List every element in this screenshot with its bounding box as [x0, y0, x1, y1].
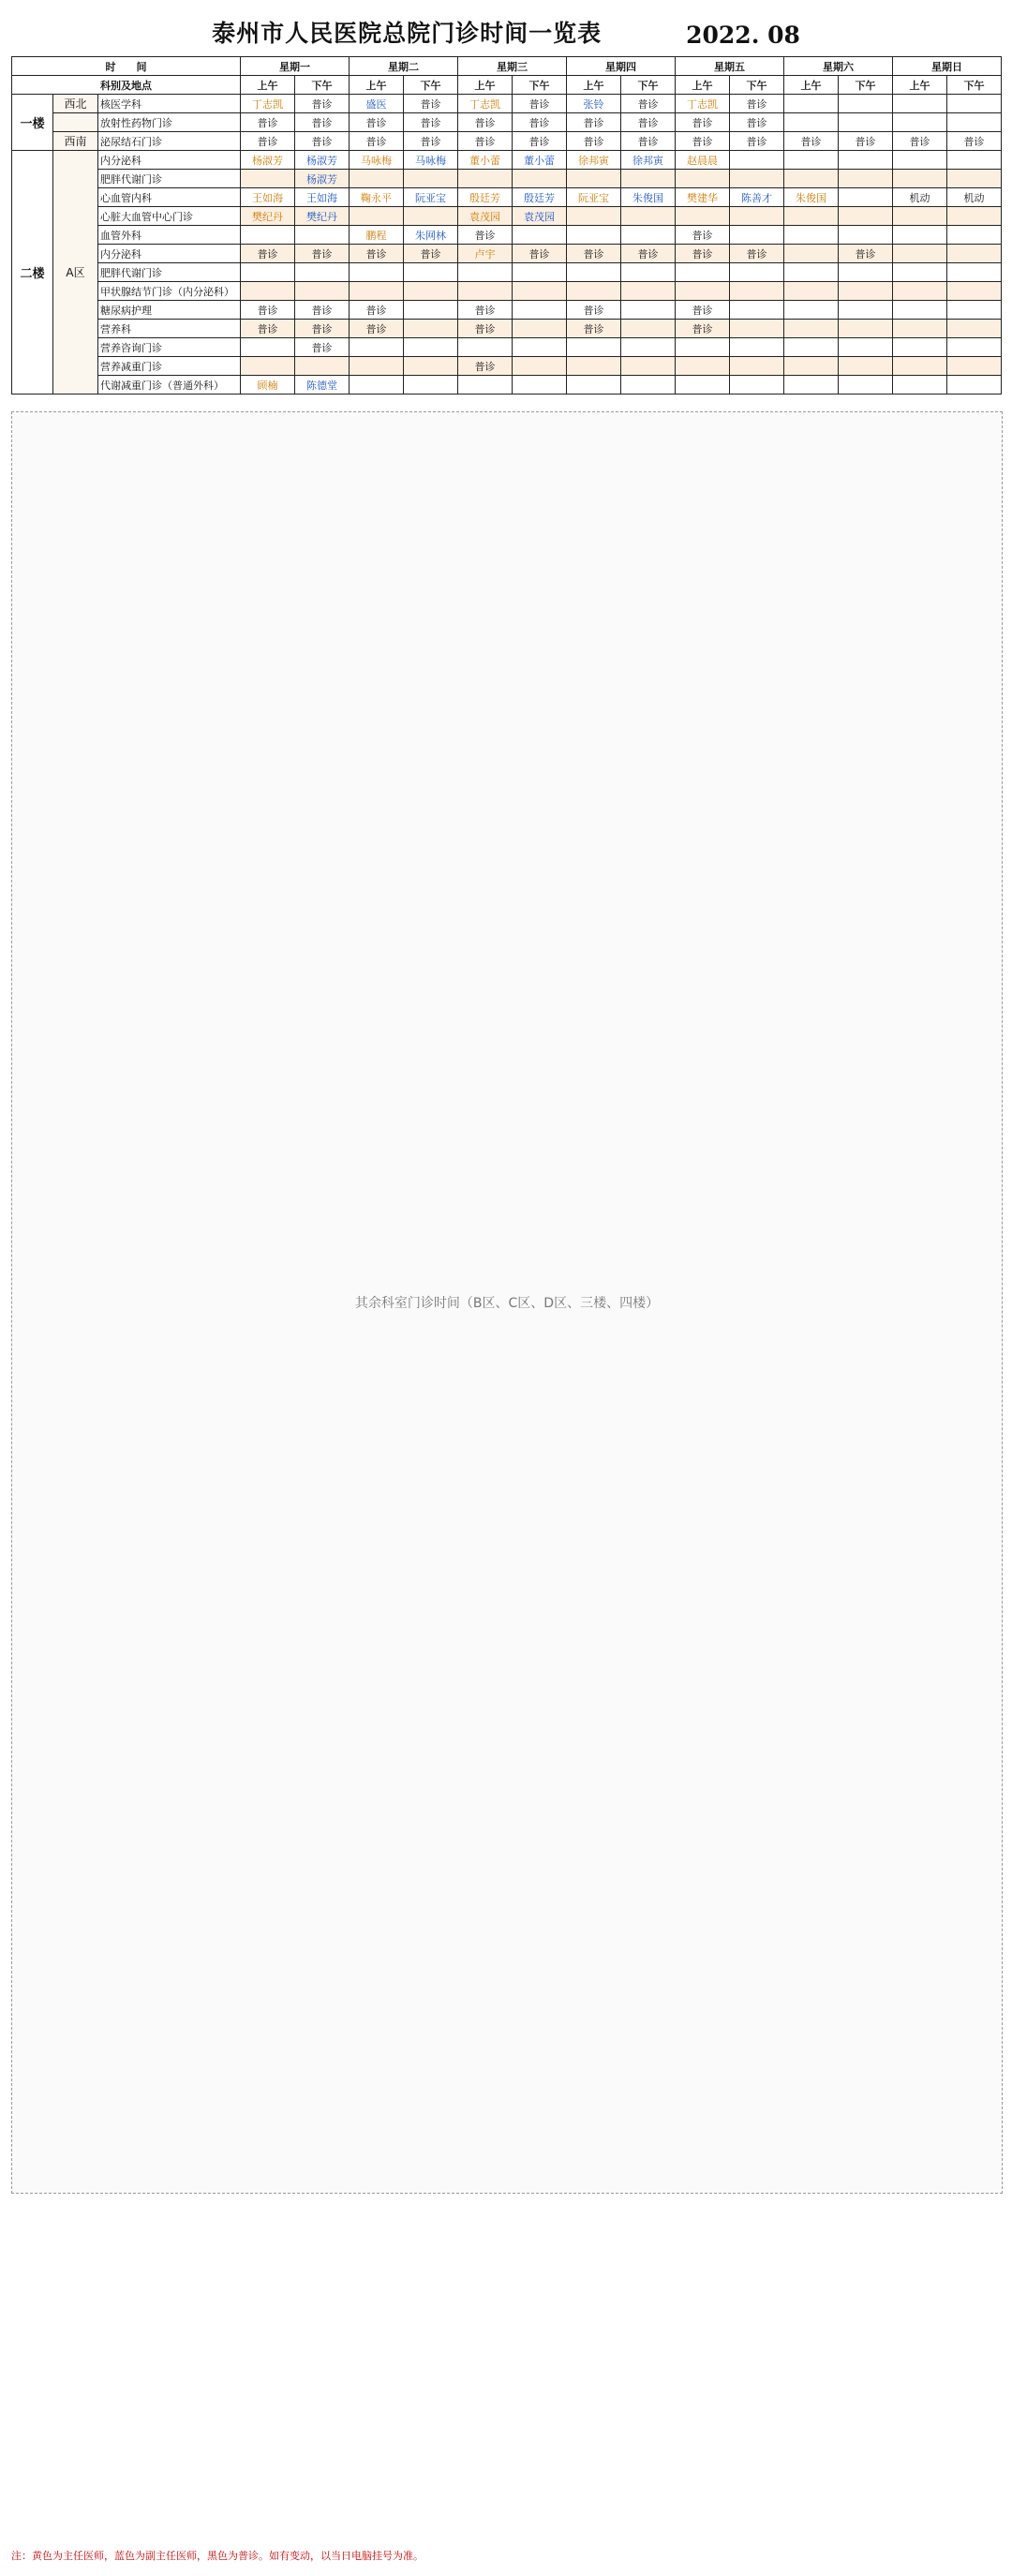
cell: [893, 263, 947, 282]
header-sun: 星期日: [893, 57, 1002, 76]
cell: 朱俊国: [621, 188, 676, 207]
cell: [784, 263, 839, 282]
cell: 普诊: [458, 320, 513, 338]
cell: 普诊: [621, 113, 676, 132]
cell: [404, 301, 458, 320]
cell: 朱俊国: [784, 188, 839, 207]
cell: 普诊: [241, 132, 295, 151]
cell: 普诊: [350, 245, 404, 263]
cell: [947, 170, 1002, 188]
table-row: [12, 188, 1002, 207]
cell: 普诊: [513, 245, 567, 263]
zone-label: 西南: [53, 132, 98, 151]
cell: 普诊: [350, 113, 404, 132]
dept-name: 心脏大血管中心门诊: [98, 207, 241, 226]
cell: 普诊: [458, 132, 513, 151]
cell: 普诊: [784, 132, 839, 151]
cell: [947, 226, 1002, 245]
cell: [784, 357, 839, 376]
dept-name: 泌尿结石门诊: [98, 132, 241, 151]
cell: [404, 376, 458, 395]
cell: [513, 376, 567, 395]
cell: [567, 207, 621, 226]
cell: [241, 357, 295, 376]
dept-name: 内分泌科: [98, 245, 241, 263]
cell: [567, 282, 621, 301]
cell: [839, 188, 893, 207]
cell: 殷廷芳: [513, 188, 567, 207]
cell: 丁志凯: [458, 95, 513, 113]
cell: [676, 282, 730, 301]
cell: [839, 113, 893, 132]
cell: [893, 151, 947, 170]
cell: [839, 320, 893, 338]
cell: 机动: [947, 188, 1002, 207]
cell: [513, 263, 567, 282]
cell: 普诊: [893, 132, 947, 151]
dept-name: 营养咨询门诊: [98, 338, 241, 357]
cell: 普诊: [676, 320, 730, 338]
cell: [947, 338, 1002, 357]
cell: [839, 357, 893, 376]
cell: [839, 263, 893, 282]
cell: 普诊: [567, 132, 621, 151]
pm: 下午: [295, 76, 350, 95]
table-row: [12, 226, 1002, 245]
table-row: [12, 113, 1002, 132]
cell: [784, 338, 839, 357]
cell: [730, 320, 784, 338]
cell: [784, 226, 839, 245]
cell: [947, 301, 1002, 320]
schedule-date: 2022. 08: [686, 22, 800, 49]
cell: [513, 282, 567, 301]
cell: 杨淑芳: [241, 151, 295, 170]
zone-label: [53, 113, 98, 132]
cell: 朱网林: [404, 226, 458, 245]
cell: [784, 301, 839, 320]
dept-name: 核医学科: [98, 95, 241, 113]
header-left: 科别及地点: [12, 76, 241, 95]
cell: 普诊: [730, 95, 784, 113]
cell: 普诊: [730, 245, 784, 263]
cell: [784, 282, 839, 301]
cell: [730, 263, 784, 282]
cell: [676, 338, 730, 357]
table-row: [12, 263, 1002, 282]
cell: [513, 357, 567, 376]
cell: [893, 245, 947, 263]
remaining-schedule-placeholder: [11, 411, 1003, 2194]
title-row: [0, 0, 1012, 56]
cell: 普诊: [350, 320, 404, 338]
table-row: [12, 376, 1002, 395]
table-row: [12, 320, 1002, 338]
am: 上午: [458, 76, 513, 95]
header-wed: 星期三: [458, 57, 567, 76]
cell: [947, 282, 1002, 301]
cell: [295, 226, 350, 245]
cell: 普诊: [350, 301, 404, 320]
cell: [567, 263, 621, 282]
cell: 普诊: [621, 95, 676, 113]
pm: 下午: [839, 76, 893, 95]
cell: 丁志凯: [241, 95, 295, 113]
cell: 杨淑芳: [295, 151, 350, 170]
cell: [839, 301, 893, 320]
cell: 殷廷芳: [458, 188, 513, 207]
cell: 普诊: [621, 132, 676, 151]
cell: [621, 357, 676, 376]
header-sat: 星期六: [784, 57, 893, 76]
table-row: [12, 151, 1002, 170]
cell: [621, 376, 676, 395]
placeholder-label: 其余科室门诊时间（B区、C区、D区、三楼、四楼）: [354, 1296, 660, 1311]
cell: 普诊: [295, 301, 350, 320]
header-row-days: [12, 57, 1002, 76]
cell: 马咏梅: [404, 151, 458, 170]
cell: [947, 113, 1002, 132]
cell: [350, 376, 404, 395]
table-row: [12, 245, 1002, 263]
dept-name: 甲状腺结节门诊（内分泌科）: [98, 282, 241, 301]
cell: [947, 376, 1002, 395]
cell: 普诊: [295, 113, 350, 132]
floor-label: 二楼: [12, 151, 53, 395]
cell: [350, 263, 404, 282]
header-mon: 星期一: [241, 57, 350, 76]
cell: 卢宇: [458, 245, 513, 263]
cell: 普诊: [241, 301, 295, 320]
cell: [621, 282, 676, 301]
header-time: 时 间: [12, 57, 241, 76]
cell: [295, 357, 350, 376]
cell: [730, 226, 784, 245]
table-row: [12, 357, 1002, 376]
cell: [241, 263, 295, 282]
cell: [621, 263, 676, 282]
cell: 王如海: [241, 188, 295, 207]
cell: [893, 95, 947, 113]
cell: [350, 338, 404, 357]
cell: [676, 263, 730, 282]
table-row: [12, 338, 1002, 357]
cell: 普诊: [567, 245, 621, 263]
cell: 普诊: [295, 132, 350, 151]
dept-name: 肥胖代谢门诊: [98, 263, 241, 282]
cell: [350, 282, 404, 301]
cell: [404, 170, 458, 188]
cell: 马咏梅: [350, 151, 404, 170]
pm: 下午: [621, 76, 676, 95]
cell: 普诊: [621, 245, 676, 263]
table-row: [12, 132, 1002, 151]
table-row: [12, 170, 1002, 188]
cell: [947, 95, 1002, 113]
cell: 普诊: [350, 132, 404, 151]
dept-name: 营养科: [98, 320, 241, 338]
cell: [839, 170, 893, 188]
cell: 樊纪丹: [241, 207, 295, 226]
cell: 普诊: [295, 245, 350, 263]
cell: [947, 207, 1002, 226]
cell: 阮亚宝: [404, 188, 458, 207]
cell: 丁志凯: [676, 95, 730, 113]
cell: 赵晨晨: [676, 151, 730, 170]
cell: 普诊: [513, 132, 567, 151]
cell: 普诊: [295, 338, 350, 357]
cell: 普诊: [295, 320, 350, 338]
dept-name: 糖尿病护理: [98, 301, 241, 320]
cell: [730, 207, 784, 226]
cell: 普诊: [513, 95, 567, 113]
cell: 普诊: [676, 132, 730, 151]
cell: 机动: [893, 188, 947, 207]
cell: 普诊: [676, 301, 730, 320]
cell: [404, 263, 458, 282]
cell: 顾楠: [241, 376, 295, 395]
cell: [893, 357, 947, 376]
cell: 陈德堂: [295, 376, 350, 395]
cell: [730, 282, 784, 301]
cell: [513, 338, 567, 357]
cell: [784, 151, 839, 170]
cell: [893, 226, 947, 245]
cell: 普诊: [404, 245, 458, 263]
cell: [839, 207, 893, 226]
am: 上午: [784, 76, 839, 95]
am: 上午: [350, 76, 404, 95]
cell: [567, 376, 621, 395]
cell: [730, 170, 784, 188]
cell: [784, 207, 839, 226]
cell: [947, 245, 1002, 263]
cell: [893, 207, 947, 226]
cell: [567, 338, 621, 357]
cell: 普诊: [404, 113, 458, 132]
cell: [839, 95, 893, 113]
cell: [458, 338, 513, 357]
header-row-ampm: [12, 76, 1002, 95]
zone-label: 西北: [53, 95, 98, 113]
cell: 阮亚宝: [567, 188, 621, 207]
floor1-body: [12, 95, 1002, 151]
cell: [295, 263, 350, 282]
cell: 张铃: [567, 95, 621, 113]
cell: [839, 151, 893, 170]
cell: [893, 376, 947, 395]
zone-label: A区: [53, 151, 98, 395]
cell: 普诊: [404, 132, 458, 151]
cell: 普诊: [458, 113, 513, 132]
cell: [893, 113, 947, 132]
cell: 普诊: [458, 301, 513, 320]
cell: [621, 226, 676, 245]
cell: 王如海: [295, 188, 350, 207]
floor2-body: [12, 151, 1002, 395]
cell: [893, 338, 947, 357]
cell: 普诊: [404, 95, 458, 113]
cell: 普诊: [676, 113, 730, 132]
cell: [947, 263, 1002, 282]
cell: 普诊: [513, 113, 567, 132]
pm: 下午: [730, 76, 784, 95]
table-row: [12, 301, 1002, 320]
am: 上午: [241, 76, 295, 95]
cell: [513, 301, 567, 320]
cell: 袁茂园: [513, 207, 567, 226]
cell: [730, 376, 784, 395]
cell: [784, 113, 839, 132]
cell: [839, 376, 893, 395]
dept-name: 内分泌科: [98, 151, 241, 170]
header-thu: 星期四: [567, 57, 676, 76]
am: 上午: [893, 76, 947, 95]
cell: 徐邦寅: [621, 151, 676, 170]
cell: 普诊: [730, 113, 784, 132]
cell: [295, 282, 350, 301]
floor-label: 一楼: [12, 95, 53, 151]
cell: [784, 170, 839, 188]
cell: [730, 301, 784, 320]
cell: [893, 320, 947, 338]
cell: 普诊: [839, 245, 893, 263]
cell: 普诊: [295, 95, 350, 113]
pm: 下午: [947, 76, 1002, 95]
cell: [784, 320, 839, 338]
cell: [676, 357, 730, 376]
cell: 普诊: [567, 320, 621, 338]
cell: [839, 282, 893, 301]
dept-name: 代谢减重门诊（普通外科）: [98, 376, 241, 395]
cell: 普诊: [567, 113, 621, 132]
cell: [676, 207, 730, 226]
cell: [893, 170, 947, 188]
cell: [676, 376, 730, 395]
cell: [567, 226, 621, 245]
cell: [241, 282, 295, 301]
cell: 普诊: [458, 226, 513, 245]
cell: [784, 245, 839, 263]
cell: [621, 338, 676, 357]
cell: 樊纪丹: [295, 207, 350, 226]
dept-name: 血管外科: [98, 226, 241, 245]
cell: 徐邦寅: [567, 151, 621, 170]
cell: [350, 357, 404, 376]
cell: [730, 338, 784, 357]
cell: 普诊: [730, 132, 784, 151]
cell: [404, 357, 458, 376]
cell: [241, 226, 295, 245]
cell: [621, 207, 676, 226]
cell: 董小蕾: [458, 151, 513, 170]
cell: [893, 301, 947, 320]
cell: [947, 151, 1002, 170]
cell: 普诊: [676, 245, 730, 263]
dept-name: 营养减重门诊: [98, 357, 241, 376]
cell: [241, 170, 295, 188]
cell: [947, 320, 1002, 338]
table-row: [12, 282, 1002, 301]
cell: 陈善才: [730, 188, 784, 207]
cell: [404, 338, 458, 357]
cell: 董小蕾: [513, 151, 567, 170]
cell: [241, 338, 295, 357]
cell: [621, 301, 676, 320]
table-row: [12, 207, 1002, 226]
cell: 普诊: [241, 113, 295, 132]
dept-name: 心血管内科: [98, 188, 241, 207]
dept-name: 放射性药物门诊: [98, 113, 241, 132]
cell: [404, 282, 458, 301]
cell: [350, 170, 404, 188]
cell: [893, 282, 947, 301]
cell: 普诊: [458, 357, 513, 376]
cell: 普诊: [241, 320, 295, 338]
cell: 普诊: [567, 301, 621, 320]
cell: [458, 263, 513, 282]
cell: 鞠永平: [350, 188, 404, 207]
cell: [404, 207, 458, 226]
header-fri: 星期五: [676, 57, 784, 76]
cell: 杨淑芳: [295, 170, 350, 188]
cell: [567, 170, 621, 188]
cell: [513, 320, 567, 338]
cell: [513, 226, 567, 245]
cell: [621, 320, 676, 338]
cell: [839, 338, 893, 357]
cell: 普诊: [839, 132, 893, 151]
cell: [839, 226, 893, 245]
am: 上午: [676, 76, 730, 95]
cell: [730, 151, 784, 170]
cell: 盛医: [350, 95, 404, 113]
cell: [621, 170, 676, 188]
cell: 樊建华: [676, 188, 730, 207]
cell: [458, 170, 513, 188]
cell: [513, 170, 567, 188]
cell: 袁茂园: [458, 207, 513, 226]
cell: [730, 357, 784, 376]
cell: 鹏程: [350, 226, 404, 245]
page-title: 泰州市人民医院总院门诊时间一览表: [212, 20, 603, 47]
cell: [784, 95, 839, 113]
cell: [676, 170, 730, 188]
table-row: [12, 95, 1002, 113]
cell: [458, 282, 513, 301]
schedule-table: [11, 56, 1002, 395]
cell: [458, 376, 513, 395]
cell: [947, 357, 1002, 376]
cell: 普诊: [676, 226, 730, 245]
am: 上午: [567, 76, 621, 95]
cell: 普诊: [947, 132, 1002, 151]
cell: [784, 376, 839, 395]
cell: [567, 357, 621, 376]
cell: 普诊: [241, 245, 295, 263]
pm: 下午: [404, 76, 458, 95]
pm: 下午: [513, 76, 567, 95]
header-tue: 星期二: [350, 57, 458, 76]
cell: [404, 320, 458, 338]
footnote: 注：黄色为主任医师，蓝色为副主任医师，黑色为普诊。如有变动，以当日电脑挂号为准。: [11, 2550, 424, 2562]
dept-name: 肥胖代谢门诊: [98, 170, 241, 188]
cell: [350, 207, 404, 226]
